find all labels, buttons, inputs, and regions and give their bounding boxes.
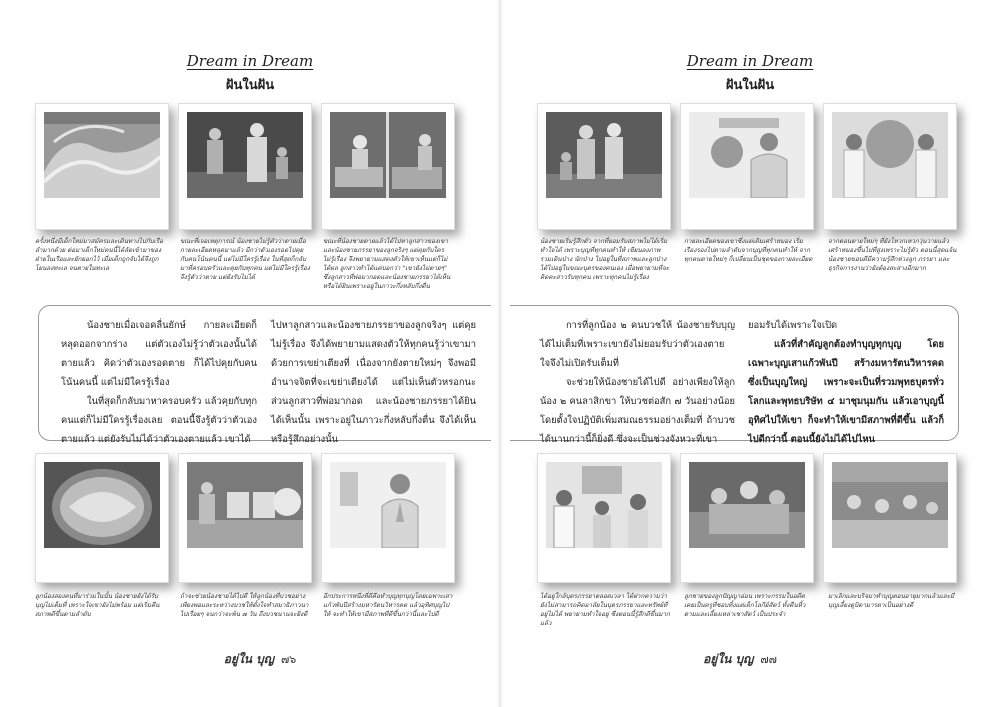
page-gutter <box>497 0 503 707</box>
photo-family-room <box>537 453 671 583</box>
bedroom-illustration <box>330 112 446 198</box>
photo-bedroom <box>321 103 455 230</box>
caption-top-3: จากตอนตายใหม่ๆ ที่ยังโหวกเหวกวุ่นวายแล้วเศร้าหมองขึ้นไปที่สูงเพราะไม่รู้ตัว ตอนนี้สุดแจ้น น้องชายขอบดีมีความรู้สึกห่วงลูก ภรรยา และธุรกิจการงานว่ายังต้องสะสางอีกมาก <box>828 238 957 272</box>
story-paragraph: ในที่สุดก็กลับมาหาครอบครัว แล้วคุยกับทุกคนแต่ก็ไม่มีใครรู้เรื่องเลย ตอนนี้จึงรู้ตัวว่าตัวเองตายแล้ว แต่ยังรับไม่ได้ว่าตัวเองตายแล้ว เขาได้ <box>61 396 257 445</box>
monks-illustration <box>187 462 303 548</box>
photo-family-ghost <box>178 103 312 230</box>
family-illustration <box>187 112 303 198</box>
caption-bottom-1: ได้อยู่ใกล้บุตรภรรยาตลอดเวลา ได้ฝากความว่ายังไม่สามารถคิดอาลัยในบุตรภรรยาและทรัพย์ที่อยู่ไม่ได้ พยายามทำใจอยู่ ซึ่งตอนนี้รู้สึกดีขึ้นมากแล้ว <box>540 593 670 627</box>
caption-top-3: ขณะที่น้องชายตายแล้วได้ไปหาลูกสาวของเขาและน้องชายภรรยาของลูกจริงๆ แต่คุยกับใครไม่รู้เรื่อง จึงพยายามแสดงตัวให้เขาเห็นแต่ก็ไม่ได้ผล ลูกสาวทำได้แค่บอกว่า "เขายังไม่ตายๆ" ซึ่งลูกสาวที่พ่อมากอดและน้องชายภรรยาได้เห็นหรือได้ยินเพราะอยู่ในภาวะกึ่งหลับกึ่งตื่น <box>323 238 451 290</box>
story-column-2 <box>271 316 476 449</box>
photo-crowd-chaos <box>680 453 814 583</box>
caption-top-2: กายละเอียดของเขาซึ่งแต่เดิมเศร้าหมอง เริ่มเรืองรองไปตามลำดับจากบุญที่ทุกคนทำให้ จากทุกคนตายใหม่ๆ ก็เปลี่ยนเป็นชุดของกายละเอียด <box>684 238 813 263</box>
wave-illustration <box>44 112 160 198</box>
story-paragraph: ไปหาลูกสาวและน้องชายภรรยาของลูกจริงๆ แต่คุยไม่รู้เรื่อง จึงได้พยายามแสดงตัวให้ทุกคนรู้ว่าเขามา ด้วยการเขย่าเตียงที่ เนื่องจากยังตายใหม่ๆ จึงพอมีอำนาจจิตที่จะเขย่าเตียงได้ แต่ไม่เห็นตัวหรอกนะ ส่วนลูกสาวที่พ่อมากอด และน้องชายภรรยาได้ยินได้เห็นนั้น เพราะอยู่ในภาวะกึ่งหลับกึ่งตื่น จึงได้เห็นหรือรู้สึกอย่างนั้น <box>271 320 476 445</box>
story-column-1 <box>540 316 735 449</box>
caption-bottom-3: อีกประการหนึ่งที่ดีคือทำบุญทุกบุญโดยเฉพาะเสาแก้วพันปีสร้างมหารัตนวิหารคด แล้วอุทิศบุญไปให้ จะทำให้เขามีสภาพที่ดีขึ้นกว่านี้และไปดี <box>323 593 453 618</box>
page-number: ๗๖ <box>281 653 297 666</box>
caption-top-2: ขณะที่เจอเหตุการณ์ น้องชายไม่รู้ตัวว่าตายเมื่อกายละเอียดหลุดมาแล้ว มีกว่าตัวเองรอดไปคุยกับคนโน้นคนนี้ แต่ไม่มีใครรู้เรื่อง ในที่สุดก็กลับมาที่ครอบครัวและคุยกับทุกคน แต่ไม่มีใครรู้เรื่อง จึงรู้ตัวว่าตาย แต่ยังรับไม่ได้ <box>180 238 310 281</box>
title-thai: ฝันในฝัน <box>725 78 775 93</box>
title-english: Dream in Dream <box>686 52 814 70</box>
praying-illustration <box>330 462 446 548</box>
story-paragraph: การที่ลูกน้อง ๒ คนบวชให้ น้องชายรับบุญได้ไม่เต็มที่เพราะเขายังไม่ยอมรับว่าตัวเองตาย ใจจึงไม่เปิดรับเต็มที่ <box>540 320 735 369</box>
caption-bottom-2: ลูกชายของลูกปัญญาอ่อน เพราะกรรมในอดีตเคยเป็นครูที่ชอบทิ้งแต่เด็กโลกีย์สัตว์ ทั้งคืนหิ้วตามและเลี้ยงเหล่าเชาสัตว์ เป็นประจำ <box>684 593 806 618</box>
photo-glowing-figures <box>35 453 169 583</box>
photo-praying <box>321 453 455 583</box>
portrait-illustration <box>832 112 948 198</box>
glowing-illustration <box>44 462 160 548</box>
photo-temple-prayer <box>680 103 814 230</box>
photo-wave <box>35 103 169 230</box>
right-page <box>510 0 990 707</box>
left-page <box>10 0 490 707</box>
photo-family-portrait <box>823 103 957 230</box>
caption-top-1: น้องชายเริ่มรู้สึกตัว จากที่ยอมรับสภาพไม่ได้เริ่มทำใจได้ เพราะบุญที่ทุกคนทำให้ เขียนลงภาพรวมเดินป่าง นักป่าง ไปอยู่ในที่สภาพและลูกป่างได้ไปอยู่ในขณะบุตรของคนเอง เมื่อพยายามที่จะคิดคะสาวรับทุกคน เพราะทุกคนไม่รู้เรื่อง <box>540 238 670 281</box>
crowd-illustration <box>689 462 805 548</box>
caption-bottom-2: ถ้าจะช่วยน้องชายได้ไปดี ให้ลูกน้องที่บวชอย่างเพียงพอและระหว่างบวชให้ตั้งใจทำสมาธิภาวนาไปเรื่อยๆ จนกว่าจะพ้น ๗ วัน ถึงบวชนานจะยิ่งดี <box>180 593 309 618</box>
brand-logo: อยู่ใน บุญ <box>223 652 275 666</box>
caption-bottom-3: มาเลิกและบริจมาทำบุญตอนอายุมากแล้วและมีบุญเลี้ยงดูบิดามารดาเป็นอย่างดี <box>828 593 955 609</box>
photo-monks <box>178 453 312 583</box>
temple-illustration <box>689 112 805 198</box>
story-textbox <box>510 305 959 445</box>
page-footer <box>20 650 500 669</box>
story-column-2 <box>748 316 944 449</box>
caption-bottom-1: ลูกน้องสองคนที่มาร่วมในนั้น น้องชายยังได้รับบุญไม่เต็มที่ เพราะใจเขายังไม่พร้อม แต่เริ่มคืนสภาพดีขึ้นตามลำดับ <box>35 593 160 618</box>
story-paragraph-emphasis: แล้วที่สำคัญลูกต้องทำบุญทุกบุญ โดยเฉพาะบุญเสาแก้วพันปี สร้างมหารัตนวิหารคด ซึ่งเป็นบุญใหญ่ เพราะจะเป็นที่รวมพุทธบุตรทั่วโลกและพุทธบริษัท ๔ มาชุมนุมกัน แล้วเอาบุญนี้อุทิศไปให้เขา ก็จะทำให้เขามีสภาพที่ดีขึ้น แล้วก็ไปดีกว่านี้ ตอนนี้ยังไม่ได้ไปไหน <box>748 339 944 445</box>
ghost-family-illustration <box>546 112 662 198</box>
meditation-illustration <box>832 462 948 548</box>
caption-top-1: ครั้งหนึ่งมีเด็กใหม่มาสมัครและเดินทางไปกับเรือลำมากด้วย ต่อมาเด็กใหม่คนนี้ได้ลัดเข้ามาของฝ่ายในเรือและยักยอกไว้ เมื่อเด็กถูกจับได้จึงถูกโยนลงทะเล จนตายในทะเล <box>35 238 163 272</box>
family-room-illustration <box>546 462 662 548</box>
photo-ghost-family <box>537 103 671 230</box>
photo-meditation-hall <box>823 453 957 583</box>
title-thai: ฝันในฝัน <box>225 78 275 93</box>
story-textbox <box>38 305 491 445</box>
brand-logo: อยู่ใน บุญ <box>703 652 754 666</box>
story-column-1 <box>61 316 257 449</box>
story-paragraph: ยอมรับได้เพราะใจเปิด <box>748 320 838 331</box>
story-paragraph: น้องชายเมื่อเจอคลื่นยักษ์ กายละเอียดก็หลุดออกจากร่าง แต่ตัวเองไม่รู้ว่าตัวเองนั้นได้ตายแล้ว คิดว่าตัวเองรอดตาย ก็ได้ไปคุยกับคนโน้นคนนี้ แต่ไม่มีใครรู้เรื่อง <box>61 320 257 388</box>
page-footer <box>500 650 980 669</box>
page-number: ๗๗ <box>760 653 777 666</box>
story-paragraph: จะช่วยให้น้องชายได้ไปดี อย่างเพียงให้ลูกน้อง ๒ คนลาสิกขา ให้บวชต่อสัก ๗ วันอย่างน้อย โดยตั้งใจปฏิบัติเพิ่มสมณธรรมอย่างเต็มที่ ถ้าบวชได้นานกว่านี้ก็ยิ่งดี ซึ่งจะเป็นช่วงจังหวะที่เขา <box>540 377 735 445</box>
title-english: Dream in Dream <box>186 52 314 70</box>
